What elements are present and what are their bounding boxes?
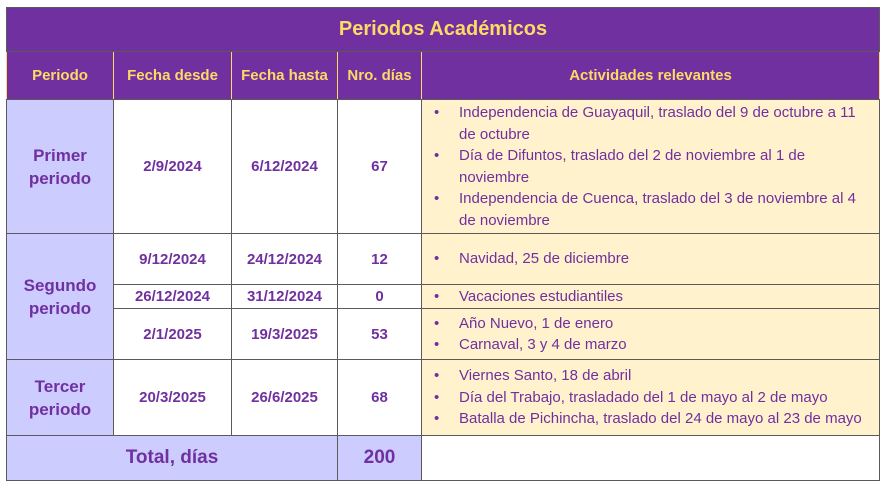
header-periodo: Periodo [7,52,114,100]
activities-cell [422,360,880,436]
periodos-academicos-table [6,7,880,481]
activity-text: Vacaciones estudiantiles [459,287,623,305]
nro-dias-cell: 68 [338,360,422,436]
bullet-icon: • [434,250,440,268]
list-item [422,286,873,308]
bullet-icon: • [434,388,440,406]
nro-dias-cell: 53 [338,309,422,360]
fecha-desde-cell: 2/9/2024 [114,100,232,234]
periodos-table-container [6,7,880,481]
period-name-line2: periodo [28,399,92,419]
period-name-line2: periodo [28,298,92,318]
list-item [422,365,873,387]
activity-text: Independencia de Cuenca, traslado del 3 de noviembre al 4 de noviembre [459,190,856,229]
header-nro-dias: Nro. días [338,52,422,100]
total-row [7,436,880,481]
activity-text: Batalla de Pichincha, traslado del 24 de mayo al 23 de mayo [459,410,862,428]
bullet-icon: • [434,104,440,121]
header-row [7,52,880,100]
activity-text: Independencia de Guayaquil, traslado del 9 de octubre a 11 de octubre [459,104,856,143]
activities-cell [422,100,880,234]
fecha-hasta-cell: 6/12/2024 [232,100,338,234]
total-label: Total, días [7,436,338,481]
bullet-icon: • [434,190,440,207]
list-item [422,188,873,231]
empty-cell [422,436,880,481]
bullet-icon: • [434,147,440,164]
fecha-hasta-cell: 31/12/2024 [232,285,338,309]
activity-text: Año Nuevo, 1 de enero [459,314,614,332]
bullet-icon: • [434,287,440,305]
table-row [7,360,880,436]
list-item [422,334,873,356]
list-item [422,145,873,188]
fecha-hasta-cell: 19/3/2025 [232,309,338,360]
activities-list [422,248,879,270]
nro-dias-cell: 12 [338,234,422,285]
activity-text: Viernes Santo, 18 de abril [459,367,632,385]
header-fecha-desde: Fecha desde [114,52,232,100]
activities-list [422,286,879,308]
total-value: 200 [338,436,422,481]
header-actividades: Actividades relevantes [422,52,880,100]
activity-text: Día del Trabajo, trasladado del 1 de mayo al 2 de mayo [459,388,828,406]
fecha-hasta-cell: 24/12/2024 [232,234,338,285]
period-name-line2: periodo [28,168,92,188]
table-row [7,309,880,360]
period-name-primer [7,100,114,234]
fecha-desde-cell: 20/3/2025 [114,360,232,436]
list-item [422,248,873,270]
bullet-icon: • [434,367,440,385]
activity-text: Carnaval, 3 y 4 de marzo [459,336,627,353]
period-name-line1: Segundo [23,275,97,295]
list-item [422,408,873,430]
bullet-icon: • [434,314,440,332]
period-name-segundo [7,234,114,360]
fecha-hasta-cell: 26/6/2025 [232,360,338,436]
table-row [7,285,880,309]
activities-cell [422,285,880,309]
list-item [422,102,873,145]
table-row [7,234,880,285]
activity-text: Navidad, 25 de diciembre [459,250,630,268]
activities-cell [422,234,880,285]
fecha-desde-cell: 26/12/2024 [114,285,232,309]
nro-dias-cell: 0 [338,285,422,309]
list-item [422,387,873,409]
bullet-icon: • [434,410,440,428]
bullet-icon: • [434,336,440,353]
activity-text: Día de Difuntos, traslado del 2 de noviembre al 1 de noviembre [459,147,806,186]
fecha-desde-cell: 9/12/2024 [114,234,232,285]
activities-list [422,102,879,231]
table-row [7,100,880,234]
fecha-desde-cell: 2/1/2025 [114,309,232,360]
period-name-line1: Primer [33,145,87,165]
activities-list [422,313,879,356]
activities-cell [422,309,880,360]
period-name-tercer [7,360,114,436]
list-item [422,313,873,335]
period-name-line1: Tercer [34,376,86,396]
nro-dias-cell: 67 [338,100,422,234]
header-fecha-hasta: Fecha hasta [232,52,338,100]
activities-list [422,365,879,430]
table-title: Periodos Académicos [7,8,880,52]
